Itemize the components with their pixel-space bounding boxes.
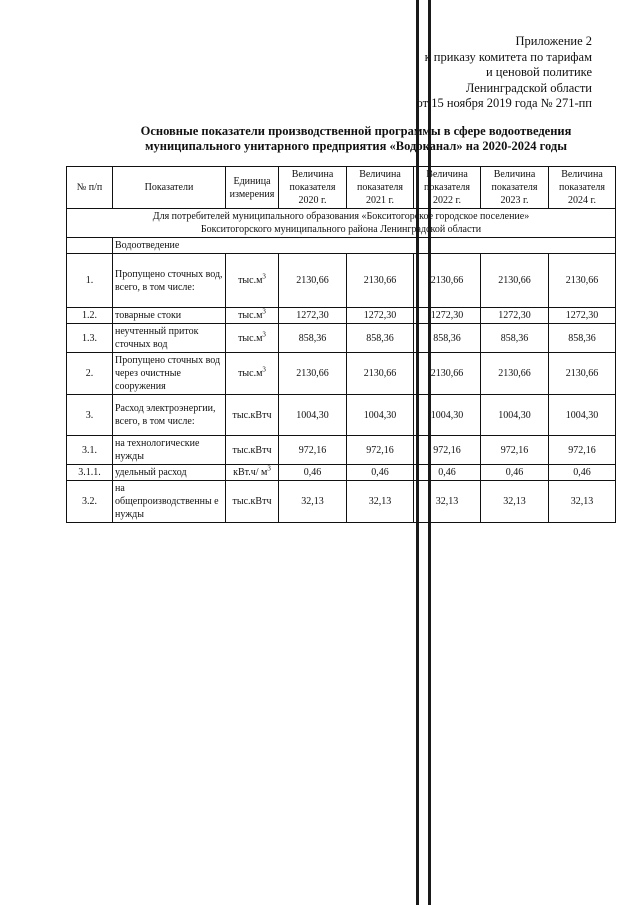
row-value: 972,16 xyxy=(347,436,414,465)
row-value: 972,16 xyxy=(414,436,481,465)
title-line: муниципального унитарного предприятия «Водоканал» на 2020-2024 годы xyxy=(145,139,567,153)
row-number: 3. xyxy=(67,395,113,436)
unit-text: тыс.кВтч xyxy=(232,496,272,507)
row-value: 2130,66 xyxy=(414,254,481,308)
row-value: 0,46 xyxy=(481,465,549,481)
appendix-line: от 15 ноября 2019 года № 271-пп xyxy=(416,96,592,110)
row-indicator: на технологические нужды xyxy=(113,436,226,465)
unit-superscript: 3 xyxy=(267,464,271,473)
header-unit: Единица измерения xyxy=(226,167,279,209)
row-value: 1004,30 xyxy=(347,395,414,436)
row-value: 32,13 xyxy=(549,481,616,523)
row-value: 1004,30 xyxy=(414,395,481,436)
row-value: 0,46 xyxy=(414,465,481,481)
row-value: 2130,66 xyxy=(549,254,616,308)
row-unit xyxy=(226,308,279,324)
row-indicator: товарные стоки xyxy=(113,308,226,324)
row-value: 1004,30 xyxy=(481,395,549,436)
row-number: 3.1. xyxy=(67,436,113,465)
indicators-table xyxy=(66,166,616,523)
table-row xyxy=(67,395,616,436)
unit-text: тыс.м xyxy=(238,275,263,286)
row-indicator: Расход электроэнергии, всего, в том числе: xyxy=(113,395,226,436)
row-value: 0,46 xyxy=(279,465,347,481)
consumer-line: Бокситогорского муниципального района Ленинградской области xyxy=(200,224,482,235)
row-indicator: неучтенный приток сточных вод xyxy=(113,324,226,353)
row-unit xyxy=(226,324,279,353)
row-number: 1. xyxy=(67,254,113,308)
unit-superscript: 3 xyxy=(262,307,266,316)
header-2024: Величина показателя 2024 г. xyxy=(549,167,616,209)
row-value: 1272,30 xyxy=(347,308,414,324)
row-value: 2130,66 xyxy=(414,353,481,395)
row-value: 2130,66 xyxy=(347,353,414,395)
table-row xyxy=(67,465,616,481)
row-value: 1272,30 xyxy=(481,308,549,324)
row-number: 2. xyxy=(67,353,113,395)
row-value: 1272,30 xyxy=(414,308,481,324)
consumer-row xyxy=(67,209,616,238)
row-value: 2130,66 xyxy=(481,353,549,395)
table-row xyxy=(67,308,616,324)
row-value: 0,46 xyxy=(549,465,616,481)
appendix-line: и ценовой политике xyxy=(485,65,592,79)
row-unit xyxy=(226,465,279,481)
consumer-cell xyxy=(67,209,616,238)
row-value: 2130,66 xyxy=(279,353,347,395)
row-value: 972,16 xyxy=(549,436,616,465)
row-indicator: Пропущено сточных вод, всего, в том числе: xyxy=(113,254,226,308)
title-line: Основные показатели производственной программы в сфере водоотведения xyxy=(140,124,572,138)
unit-text: тыс.кВтч xyxy=(232,409,272,421)
row-value: 858,36 xyxy=(347,324,414,353)
row-value: 858,36 xyxy=(481,324,549,353)
row-value: 1004,30 xyxy=(279,395,347,436)
row-unit xyxy=(226,353,279,395)
row-value: 1272,30 xyxy=(279,308,347,324)
row-number: 1.2. xyxy=(67,308,113,324)
row-number: 1.3. xyxy=(67,324,113,353)
row-value: 2130,66 xyxy=(549,353,616,395)
row-value: 858,36 xyxy=(414,324,481,353)
unit-text: тыс.кВтч xyxy=(232,444,272,456)
appendix-header xyxy=(380,34,592,112)
row-value: 32,13 xyxy=(414,481,481,523)
unit-text: тыс.м xyxy=(238,332,263,344)
header-row xyxy=(67,167,616,209)
row-value: 858,36 xyxy=(279,324,347,353)
header-2020: Величина показателя 2020 г. xyxy=(279,167,347,209)
row-unit xyxy=(226,395,279,436)
table-row xyxy=(67,353,616,395)
unit-text: тыс.м xyxy=(238,368,263,379)
table-row xyxy=(67,324,616,353)
row-value: 32,13 xyxy=(279,481,347,523)
header-2021: Величина показателя 2021 г. xyxy=(347,167,414,209)
unit-text: тыс.м xyxy=(238,310,263,321)
appendix-line: Ленинградской области xyxy=(465,80,592,95)
unit-text: кВт.ч/ м xyxy=(233,467,268,478)
appendix-line: Приложение 2 xyxy=(515,34,592,48)
unit-superscript: 3 xyxy=(262,365,266,374)
header-num: № п/п xyxy=(67,167,113,209)
header-indicator: Показатели xyxy=(113,167,226,209)
table-row xyxy=(67,436,616,465)
section-label: Водоотведение xyxy=(113,238,616,254)
row-value: 1004,30 xyxy=(549,395,616,436)
row-value: 858,36 xyxy=(549,324,616,353)
row-value: 1272,30 xyxy=(549,308,616,324)
row-value: 2130,66 xyxy=(279,254,347,308)
row-value: 32,13 xyxy=(347,481,414,523)
row-value: 0,46 xyxy=(347,465,414,481)
section-num-cell xyxy=(67,238,113,254)
table-row xyxy=(67,254,616,308)
row-value: 2130,66 xyxy=(481,254,549,308)
unit-superscript: 3 xyxy=(262,330,266,339)
row-value: 972,16 xyxy=(481,436,549,465)
appendix-line: к приказу комитета по тарифам xyxy=(424,49,592,64)
unit-superscript: 3 xyxy=(262,272,266,281)
document-title xyxy=(66,124,640,154)
row-indicator: Пропущено сточных вод через очистные сооружения xyxy=(113,353,226,395)
header-2023: Величина показателя 2023 г. xyxy=(481,167,549,209)
table-row xyxy=(67,481,616,523)
row-value: 972,16 xyxy=(279,436,347,465)
row-value: 2130,66 xyxy=(347,254,414,308)
row-unit xyxy=(226,254,279,308)
section-row xyxy=(67,238,616,254)
row-indicator: удельный расход xyxy=(113,465,226,481)
row-value: 32,13 xyxy=(481,481,549,523)
row-unit xyxy=(226,481,279,523)
header-2022: Величина показателя 2022 г. xyxy=(414,167,481,209)
row-number: 3.2. xyxy=(67,481,113,523)
consumer-line: Для потребителей муниципального образования «Бокситогорское городское поселение» xyxy=(152,211,530,222)
row-number: 3.1.1. xyxy=(67,465,113,481)
row-indicator: на общепроизводственны е нужды xyxy=(113,481,226,523)
row-unit xyxy=(226,436,279,465)
